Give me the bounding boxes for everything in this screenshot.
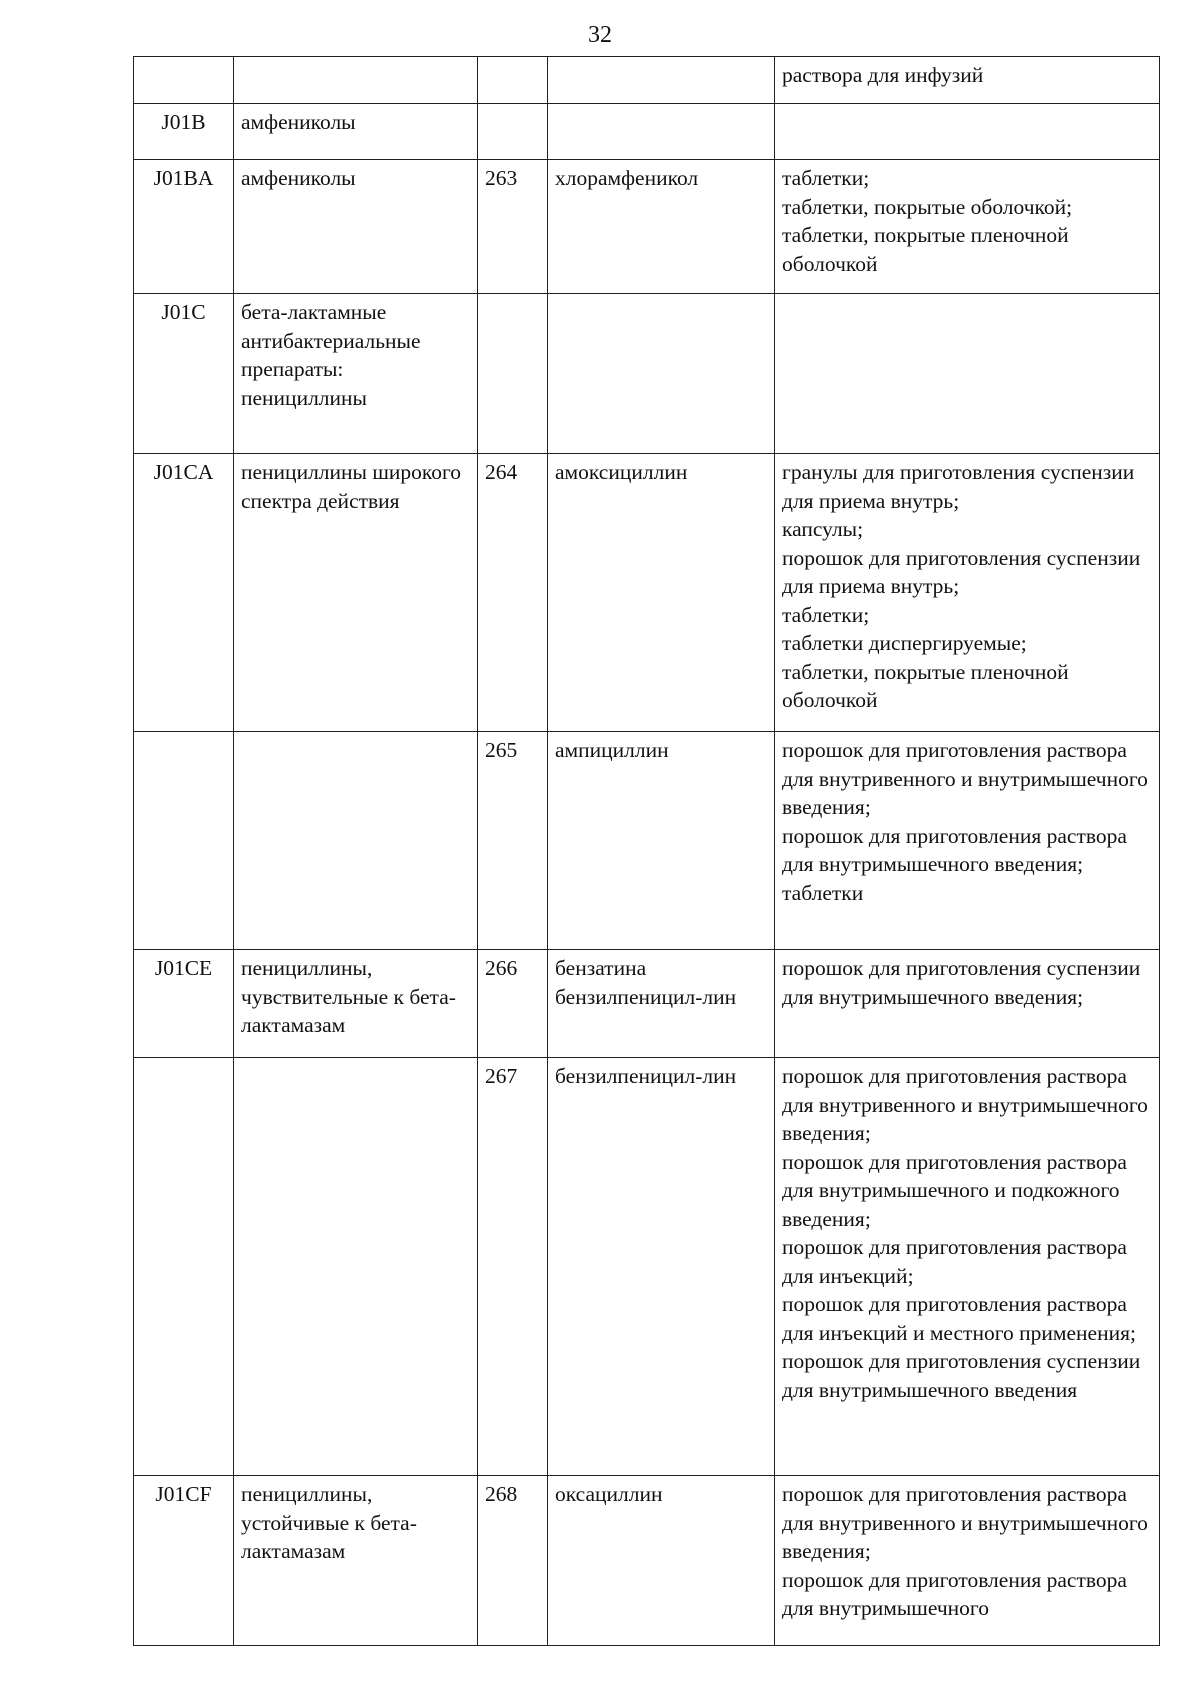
drug-name-cell: оксациллин <box>548 1476 775 1646</box>
group-name-cell: пенициллины, устойчивые к бета-лактамазам <box>234 1476 478 1646</box>
item-number-cell <box>478 57 548 104</box>
group-name-cell: амфениколы <box>234 160 478 294</box>
table-row <box>134 294 1160 454</box>
atc-code-cell: J01C <box>134 294 234 454</box>
atc-code-cell <box>134 57 234 104</box>
atc-code-cell <box>134 732 234 950</box>
item-number-cell: 268 <box>478 1476 548 1646</box>
item-number-cell <box>478 104 548 160</box>
drug-name-cell: бензатина бензилпеницил-лин <box>548 950 775 1058</box>
drug-name-cell: хлорамфеникол <box>548 160 775 294</box>
item-number-cell: 264 <box>478 454 548 732</box>
atc-code-cell: J01CF <box>134 1476 234 1646</box>
group-name-cell <box>234 57 478 104</box>
group-name-cell: амфениколы <box>234 104 478 160</box>
table-row <box>134 1476 1160 1646</box>
table-row <box>134 57 1160 104</box>
drug-name-cell: ампициллин <box>548 732 775 950</box>
dosage-forms-cell: раствора для инфузий <box>775 57 1160 104</box>
table-row <box>134 454 1160 732</box>
table-row <box>134 160 1160 294</box>
atc-code-cell <box>134 1058 234 1476</box>
group-name-cell: пенициллины широкого спектра действия <box>234 454 478 732</box>
drug-name-cell: бензилпеницил-лин <box>548 1058 775 1476</box>
table-row <box>134 950 1160 1058</box>
table-row <box>134 104 1160 160</box>
dosage-forms-cell: гранулы для приготовления суспензии для приема внутрь; капсулы; порошок для приготовления суспензии для приема внутрь; таблетки; таблетки диспергируемые; таблетки, покрытые пленочной оболочкой <box>775 454 1160 732</box>
drug-name-cell <box>548 104 775 160</box>
item-number-cell: 267 <box>478 1058 548 1476</box>
atc-code-cell: J01BA <box>134 160 234 294</box>
table-row <box>134 1058 1160 1476</box>
group-name-cell <box>234 1058 478 1476</box>
group-name-cell: бета-лактамные антибактериальные препараты: пенициллины <box>234 294 478 454</box>
item-number-cell: 266 <box>478 950 548 1058</box>
dosage-forms-cell: порошок для приготовления раствора для внутривенного и внутримышечного введения; порошок для приготовления раствора для внутримышечного <box>775 1476 1160 1646</box>
page-number: 32 <box>588 22 612 48</box>
item-number-cell: 265 <box>478 732 548 950</box>
atc-code-cell: J01CE <box>134 950 234 1058</box>
dosage-forms-cell: порошок для приготовления суспензии для внутримышечного введения; <box>775 950 1160 1058</box>
drug-name-cell <box>548 294 775 454</box>
drug-name-cell: амоксициллин <box>548 454 775 732</box>
drug-name-cell <box>548 57 775 104</box>
item-number-cell: 263 <box>478 160 548 294</box>
group-name-cell <box>234 732 478 950</box>
dosage-forms-cell <box>775 294 1160 454</box>
dosage-forms-cell: порошок для приготовления раствора для внутривенного и внутримышечного введения; порошок для приготовления раствора для внутримышечного и подкожного введения; порошок для приготовления раствора для инъекций; порошок для приготовления раствора для инъекций и местного применения; порошок для приготовления суспензии для внутримышечного введения <box>775 1058 1160 1476</box>
dosage-forms-cell: порошок для приготовления раствора для внутривенного и внутримышечного введения; порошок для приготовления раствора для внутримышечного введения; таблетки <box>775 732 1160 950</box>
dosage-forms-cell: таблетки; таблетки, покрытые оболочкой; таблетки, покрытые пленочной оболочкой <box>775 160 1160 294</box>
table-row <box>134 732 1160 950</box>
atc-code-cell: J01CA <box>134 454 234 732</box>
item-number-cell <box>478 294 548 454</box>
drug-table <box>133 56 1160 1646</box>
group-name-cell: пенициллины, чувствительные к бета-лактамазам <box>234 950 478 1058</box>
dosage-forms-cell <box>775 104 1160 160</box>
atc-code-cell: J01B <box>134 104 234 160</box>
